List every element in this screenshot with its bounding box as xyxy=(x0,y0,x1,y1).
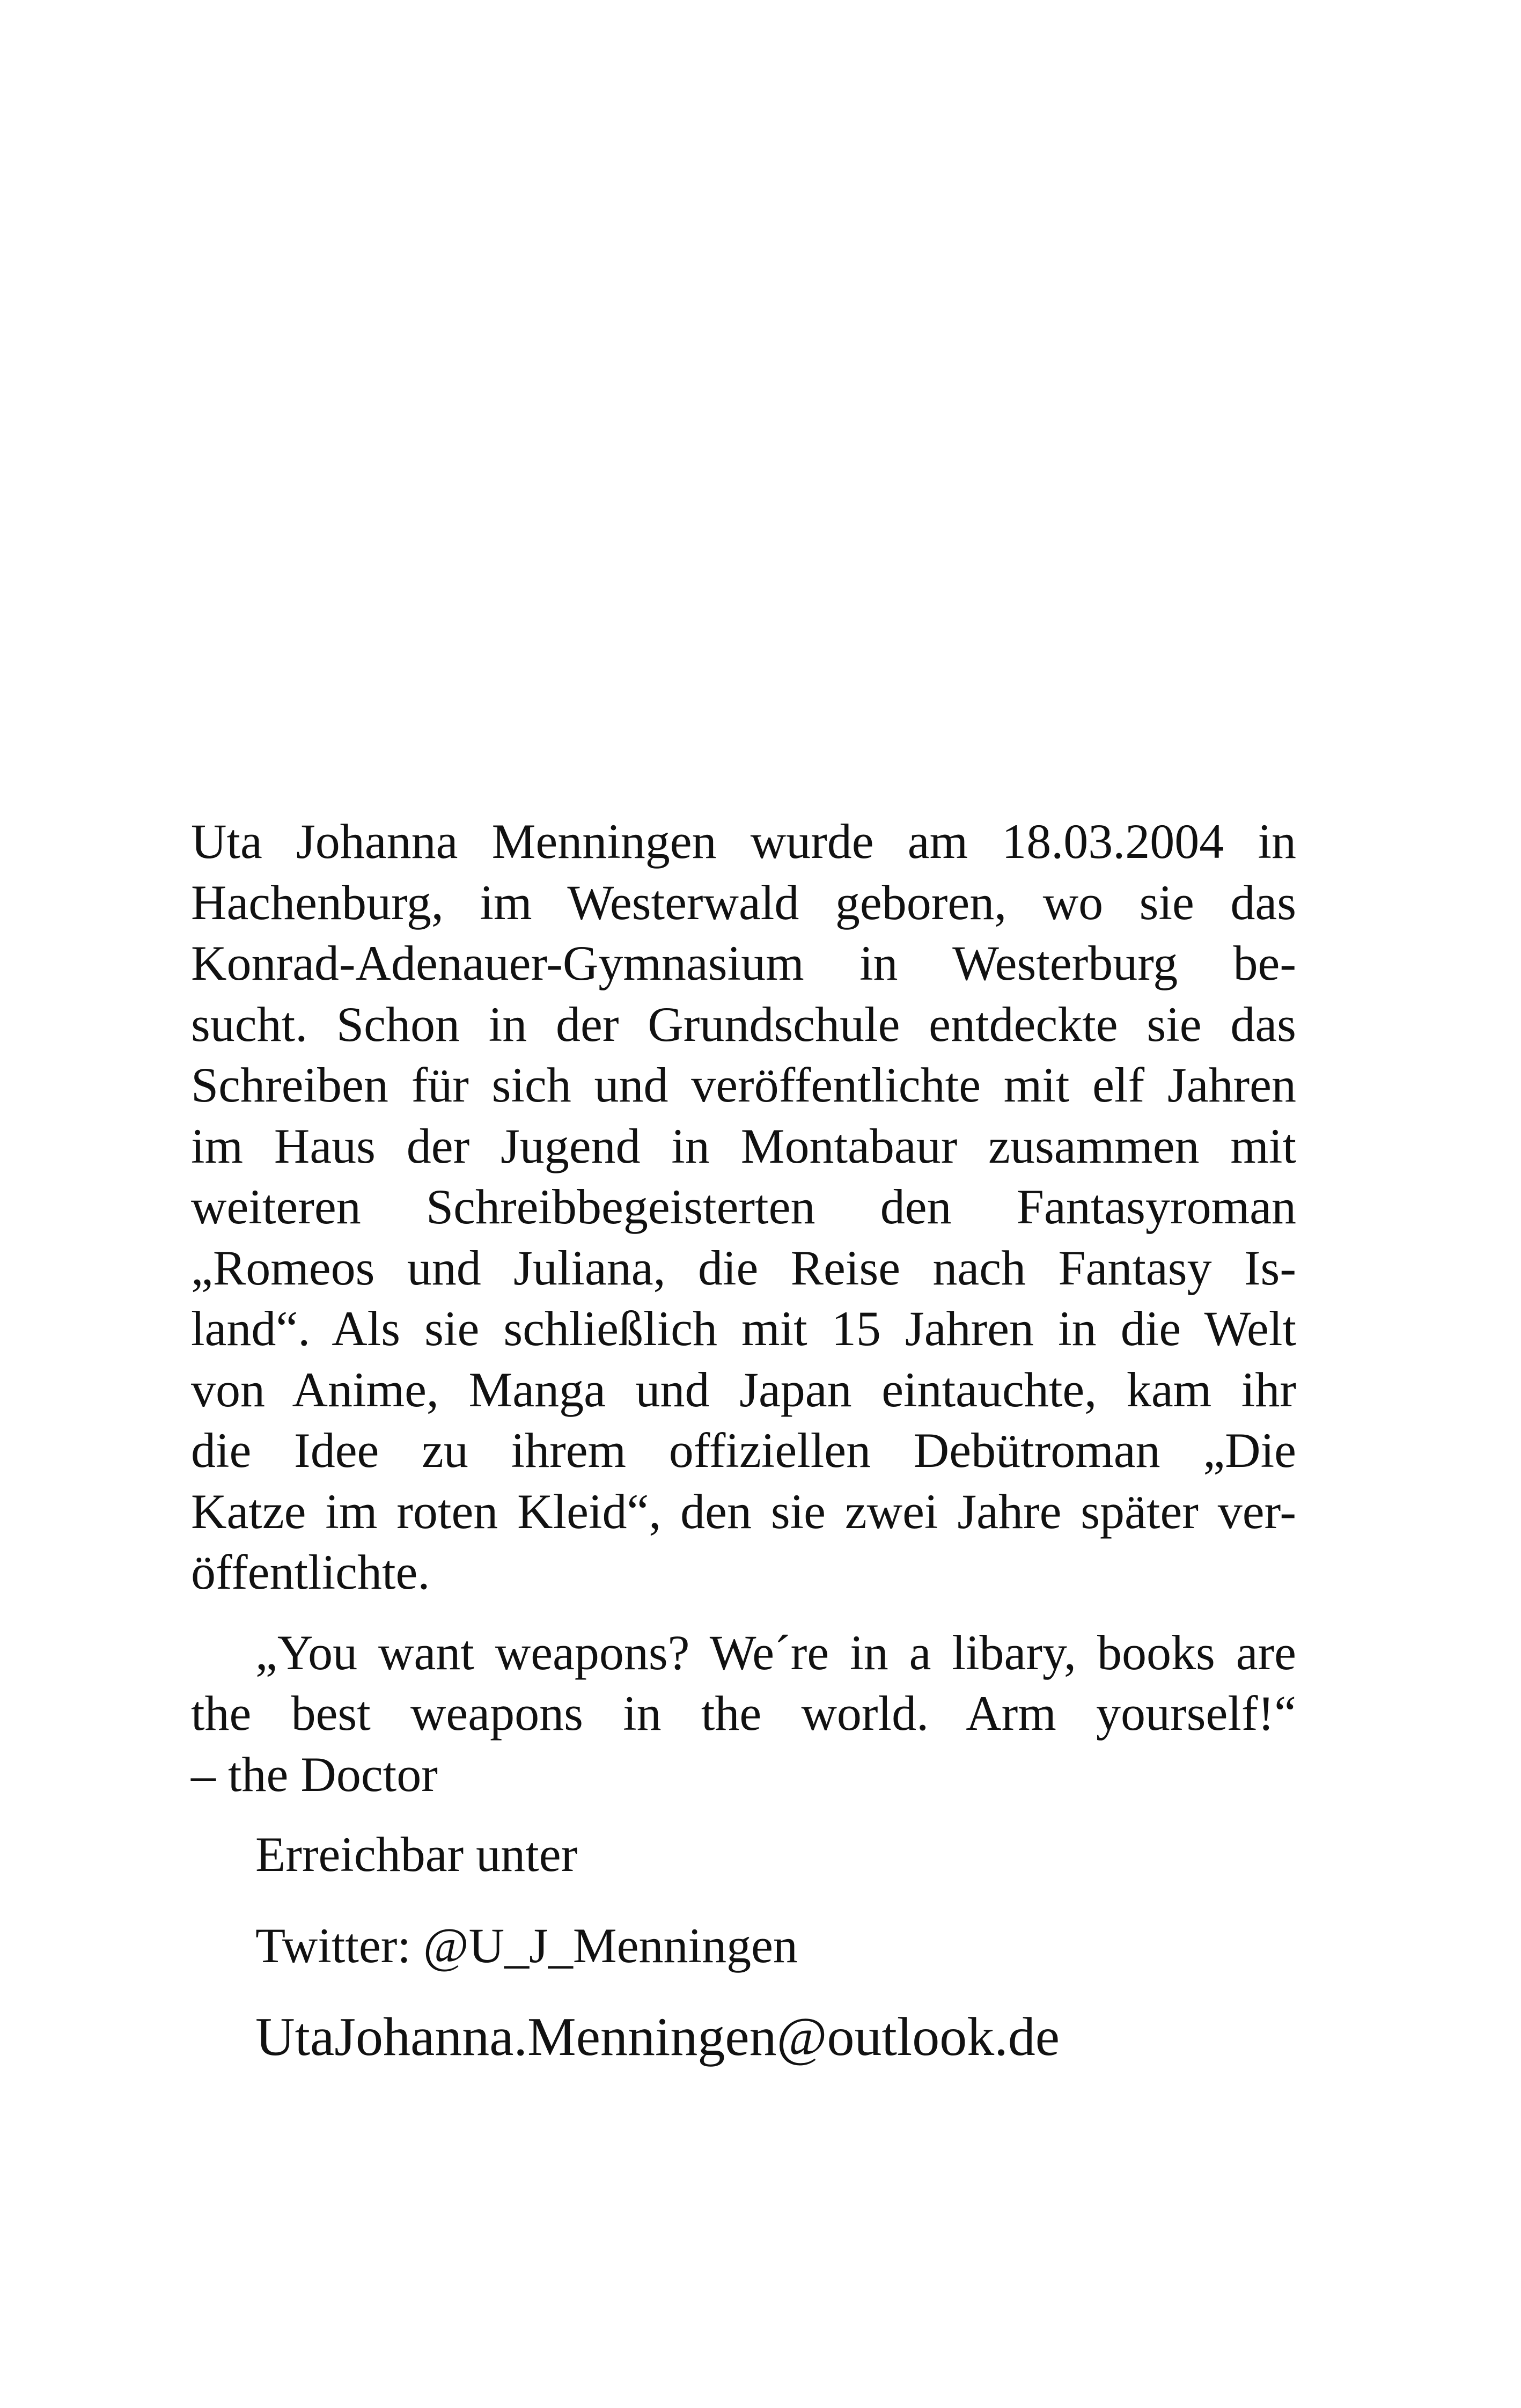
doctor-quote xyxy=(191,1623,1296,1805)
bio-line: im Haus der Jugend in Montabaur zusammen mit xyxy=(191,1118,1296,1173)
email-address: UtaJohanna.Menningen@outlook.de xyxy=(255,2007,1060,2067)
bio-line: „Romeos und Juliana, die Reise nach Fantasy Is- xyxy=(191,1240,1296,1295)
bio-line: Schreiben für sich und veröffentlichte mit elf Jahren xyxy=(191,1058,1296,1112)
bio-line: land“. Als sie schließlich mit 15 Jahren in die Welt xyxy=(191,1301,1296,1356)
quote-line: the best weapons in the world. Arm yourself!“ xyxy=(191,1686,1296,1741)
bio-line: die Idee zu ihrem offiziellen Debütroman „Die xyxy=(191,1423,1296,1478)
contact-intro: Erreichbar unter xyxy=(255,1827,578,1882)
bio-line: sucht. Schon in der Grundschule entdeckte sie das xyxy=(191,996,1296,1052)
bio-line: Katze im roten Kleid“, den sie zwei Jahre später ver- xyxy=(191,1484,1296,1539)
quote-line: „You want weapons? We´re in a libary, books are xyxy=(255,1625,1296,1680)
bio-line: von Anime, Manga und Japan eintauchte, kam ihr xyxy=(191,1362,1296,1417)
bio-line: Hachenburg, im Westerwald geboren, wo sie das xyxy=(191,875,1296,930)
twitter-handle: Twitter: @U_J_Menningen xyxy=(255,1918,798,1973)
contact-section xyxy=(191,1824,1296,2098)
bio-line: Konrad-Adenauer-Gymnasium in Westerburg be- xyxy=(191,936,1296,990)
bio-line: weiteren Schreibbegeisterten den Fantasyroman xyxy=(191,1179,1296,1234)
quote-attribution: – the Doctor xyxy=(191,1746,438,1802)
biography-paragraph xyxy=(191,811,1296,1603)
bio-line: öffentlichte. xyxy=(191,1545,430,1599)
author-bio-section xyxy=(191,811,1296,2098)
bio-line: Uta Johanna Menningen wurde am 18.03.2004 in xyxy=(191,814,1296,869)
